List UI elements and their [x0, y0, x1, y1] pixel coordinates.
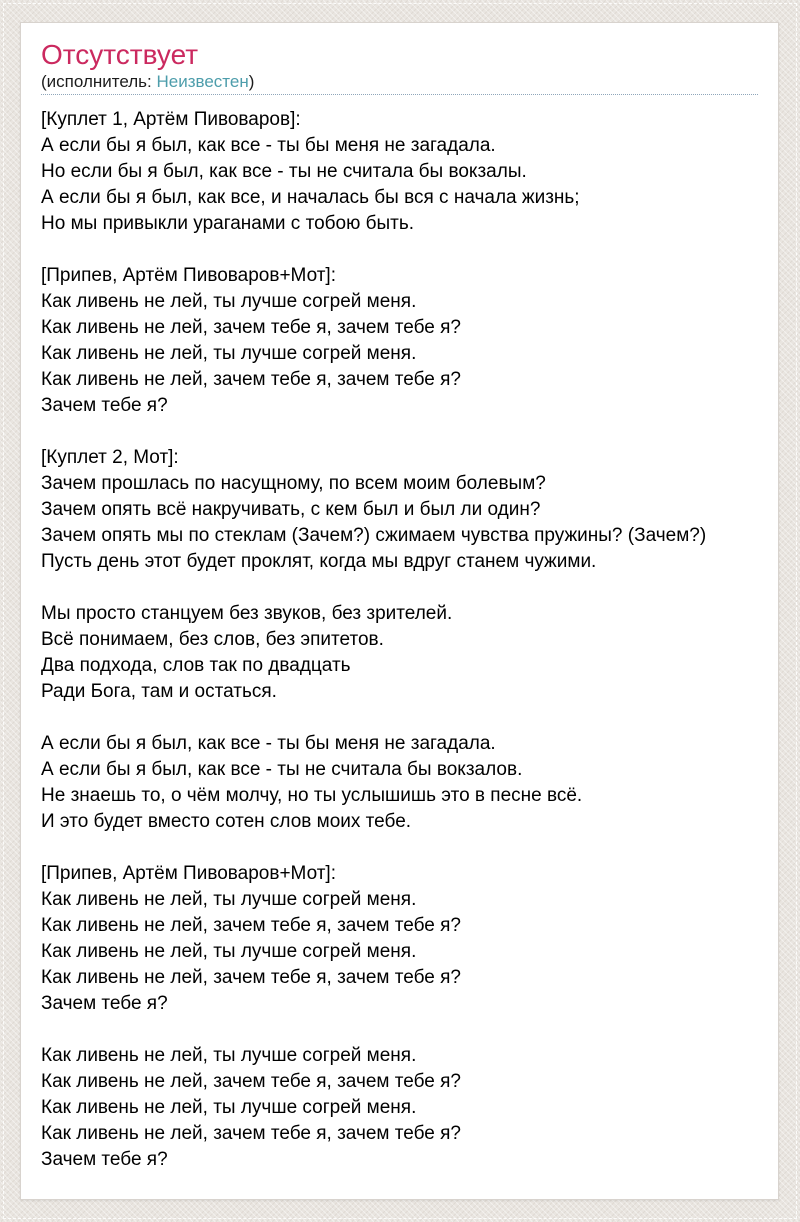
lyrics: [41, 107, 758, 1173]
lyrics-line: Пусть день этот будет проклят, когда мы вдруг станем чужими.: [41, 551, 597, 572]
lyrics-line: А если бы я был, как все, и началась бы вся с начала жизнь;: [41, 187, 580, 208]
lyrics-line: Всё понимаем, без слов, без эпитетов.: [41, 629, 384, 650]
lyrics-line: Зачем тебе я?: [41, 993, 168, 1014]
lyrics-line: Как ливень не лей, зачем тебе я, зачем тебе я?: [41, 369, 461, 390]
artist-line: [41, 72, 758, 95]
lyrics-line: Ради Бога, там и остаться.: [41, 681, 277, 702]
stanza: [41, 263, 758, 419]
lyrics-line: [Куплет 1, Артём Пивоваров]:: [41, 109, 301, 130]
lyrics-line: Как ливень не лей, ты лучше согрей меня.: [41, 889, 417, 910]
lyrics-line: Зачем опять всё накручивать, с кем был и был ли один?: [41, 499, 541, 520]
lyrics-line: Но если бы я был, как все - ты не считала бы вокзалы.: [41, 161, 527, 182]
song-header: [41, 39, 758, 95]
lyrics-line: Как ливень не лей, ты лучше согрей меня.: [41, 1045, 417, 1066]
lyrics-line: Как ливень не лей, зачем тебе я, зачем тебе я?: [41, 915, 461, 936]
lyrics-line: Зачем опять мы по стеклам (Зачем?) сжимаем чувства пружины? (Зачем?): [41, 525, 707, 546]
lyrics-line: [Припев, Артём Пивоваров+Мот]:: [41, 863, 336, 884]
lyrics-line: Зачем тебе я?: [41, 1149, 168, 1170]
stanza: [41, 601, 758, 705]
artist-link[interactable]: Неизвестен: [156, 72, 249, 91]
lyrics-line: Как ливень не лей, ты лучше согрей меня.: [41, 1097, 417, 1118]
lyrics-line: Как ливень не лей, ты лучше согрей меня.: [41, 941, 417, 962]
lyrics-line: Мы просто станцуем без звуков, без зрителей.: [41, 603, 453, 624]
artist-label-prefix: (исполнитель:: [41, 72, 157, 91]
lyrics-line: Как ливень не лей, зачем тебе я, зачем тебе я?: [41, 317, 461, 338]
lyrics-line: А если бы я был, как все - ты не считала бы вокзалов.: [41, 759, 523, 780]
lyrics-line: Два подхода, слов так по двадцать: [41, 655, 351, 676]
lyrics-line: Не знаешь то, о чём молчу, но ты услышишь это в песне всё.: [41, 785, 583, 806]
lyrics-line: Зачем тебе я?: [41, 395, 168, 416]
content-card: [20, 22, 779, 1200]
lyrics-line: Как ливень не лей, ты лучше согрей меня.: [41, 291, 417, 312]
lyrics-line: Но мы привыкли ураганами с тобою быть.: [41, 213, 415, 234]
stanza: [41, 731, 758, 835]
lyrics-line: И это будет вместо сотен слов моих тебе.: [41, 811, 412, 832]
stanza: [41, 861, 758, 1017]
stanza: [41, 1043, 758, 1173]
lyrics-line: Как ливень не лей, зачем тебе я, зачем тебе я?: [41, 1071, 461, 1092]
lyrics-line: Как ливень не лей, ты лучше согрей меня.: [41, 343, 417, 364]
stanza: [41, 445, 758, 575]
lyrics-line: Как ливень не лей, зачем тебе я, зачем тебе я?: [41, 967, 461, 988]
lyrics-line: [Припев, Артём Пивоваров+Мот]:: [41, 265, 336, 286]
lyrics-line: Как ливень не лей, зачем тебе я, зачем тебе я?: [41, 1123, 461, 1144]
song-title: Отсутствует: [41, 39, 199, 70]
lyrics-line: [Куплет 2, Мот]:: [41, 447, 179, 468]
lyrics-line: А если бы я был, как все - ты бы меня не загадала.: [41, 733, 496, 754]
stanza: [41, 107, 758, 237]
lyrics-line: Зачем прошлась по насущному, по всем моим болевым?: [41, 473, 546, 494]
lyrics-line: А если бы я был, как все - ты бы меня не загадала.: [41, 135, 496, 156]
artist-label-suffix: ): [248, 72, 255, 91]
